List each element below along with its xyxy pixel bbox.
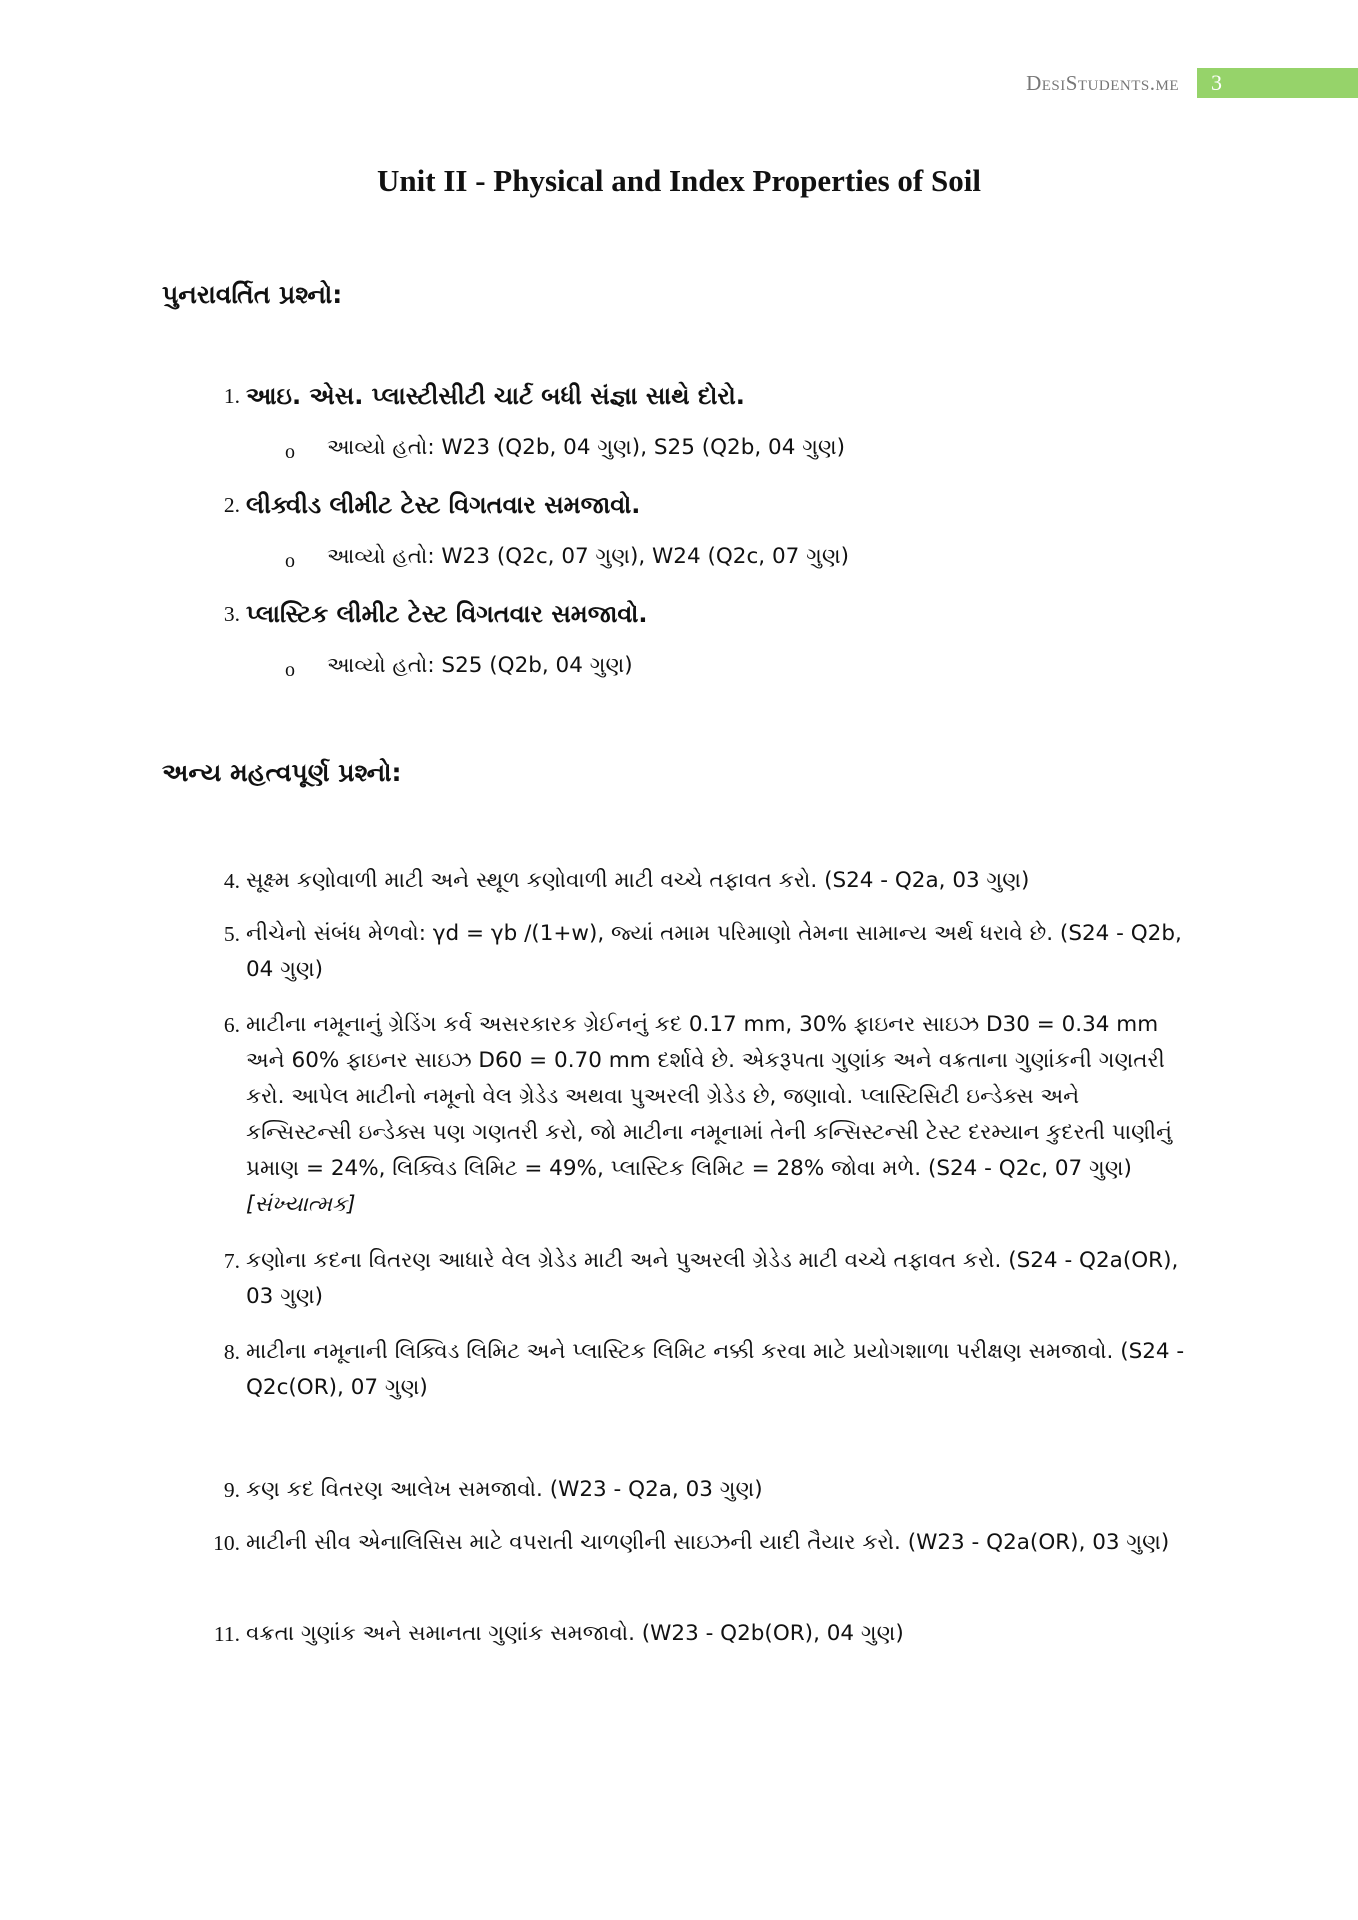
question-number: 3. <box>223 602 240 626</box>
question-text: પ્લાસ્ટિક લીમીટ ટેસ્ટ વિગતવાર સમજાવો. <box>246 600 648 628</box>
question-text: માટીના નમૂનાનું ગ્રેડિંગ કર્વ અસરકારક ગ્રેઈનનું કદ 0.17 mm, 30% ફાઇનર સાઇઝ D30 = 0.34 mm અને 60% ફાઇનર સાઇઝ D60 = 0.70 mm દર્શાવે છે. એકરૂપતા ગુણાંક અને વક્રતાના ગુણાંકની ગણતરી કરો. આપેલ માટીનો નમૂનો વેલ ગ્રેડેડ અથવા પુઅરલી ગ્રેડેડ છે, જણાવો. પ્લાસ્ટિસિટી ઇન્ડેક્સ અને કન્સિસ્ટન્સી ઇન્ડેક્સ પણ ગણતરી કરો, જો માટીના નમૂનામાં તેની કન્સિસ્ટન્સી ટેસ્ટ દરમ્યાન કુદરતી પાણીનું પ્રમાણ = 24%, લિક્વિડ લિમિટ = 49%, પ્લાસ્ટિક લિમિટ = 28% જોવા મળે. (S24 - Q2c, 07 ગુણ) <box>246 1012 1173 1181</box>
question-number: 2. <box>223 493 240 517</box>
question-item <box>200 916 1190 988</box>
question-number: 1. <box>223 384 240 408</box>
question-item <box>200 1472 1190 1508</box>
question-number: 5. <box>223 922 240 946</box>
question-item <box>200 378 1190 414</box>
question-text: લીક્વીડ લીમીટ ટેસ્ટ વિગતવાર સમજાવો. <box>246 491 641 519</box>
question-text: નીચેનો સંબંધ મેળવો: γd = γb /(1+w), જ્યાં તમામ પરિમાણો તેમના સામાન્ય અર્થ ધરાવે છે. (S24 - Q2b, 04 ગુણ) <box>246 921 1182 982</box>
page-title: Unit II - Physical and Index Properties of Soil <box>377 163 981 198</box>
page-number: 3 <box>1197 68 1358 98</box>
question-text: આઇ. એસ. પ્લાસ્ટીસીટી ચાર્ટ બધી સંજ્ઞા સાથે દોરો. <box>246 382 745 410</box>
question-item <box>200 1007 1190 1223</box>
question-text-wrap <box>246 1007 1190 1223</box>
question-number: 6. <box>223 1013 240 1037</box>
question-item <box>200 487 1190 523</box>
question-item <box>200 1243 1190 1315</box>
asked-note <box>285 653 633 681</box>
question-number: 8. <box>223 1340 240 1364</box>
asked-note <box>285 435 846 463</box>
bullet: o <box>285 550 295 572</box>
question-text: કણ કદ વિતરણ આલેખ સમજાવો. (W23 - Q2a, 03 ગુણ) <box>246 1477 763 1502</box>
question-text: કણોના કદના વિતરણ આધારે વેલ ગ્રેડેડ માટી અને પુઅરલી ગ્રેડેડ માટી વચ્ચે તફાવત કરો. (S24 - Q2a(OR), 03 ગુણ) <box>246 1248 1179 1309</box>
question-item <box>200 1525 1190 1561</box>
site-name: DesiStudents.me <box>1026 70 1179 95</box>
asked-text: આવ્યો હતો: W23 (Q2b, 04 ગુણ), S25 (Q2b, 04 ગુણ) <box>327 435 846 460</box>
question-item <box>200 1616 1190 1652</box>
question-item <box>200 863 1190 899</box>
asked-text: આવ્યો હતો: W23 (Q2c, 07 ગુણ), W24 (Q2c, 07 ગુણ) <box>327 544 849 569</box>
question-item <box>200 1334 1190 1406</box>
numerical-tag: [સંખ્યાત્મક] <box>246 1192 356 1217</box>
question-text: વક્રતા ગુણાંક અને સમાનતા ગુણાંક સમજાવો. (W23 - Q2b(OR), 04 ગુણ) <box>246 1621 904 1646</box>
question-text: માટીના નમૂનાની લિક્વિડ લિમિટ અને પ્લાસ્ટિક લિમિટ નક્કી કરવા માટે પ્રયોગશાળા પરીક્ષણ સમજાવો. (S24 - Q2c(OR), 07 ગુણ) <box>246 1339 1185 1400</box>
question-number: 7. <box>223 1249 240 1273</box>
asked-text: આવ્યો હતો: S25 (Q2b, 04 ગુણ) <box>327 653 633 678</box>
question-number: 4. <box>223 869 240 893</box>
other-questions-heading: અન્ય મહત્વપૂર્ણ પ્રશ્નો: <box>162 758 402 787</box>
question-text: માટીની સીવ એનાલિસિસ માટે વપરાતી ચાળણીની સાઇઝની યાદી તૈયાર કરો. (W23 - Q2a(OR), 03 ગુણ) <box>246 1530 1170 1555</box>
asked-note <box>285 544 849 572</box>
question-text: સૂક્ષ્મ કણોવાળી માટી અને સ્થૂળ કણોવાળી માટી વચ્ચે તફાવત કરો. (S24 - Q2a, 03 ગુણ) <box>246 868 1030 893</box>
repeated-questions-heading: પુનરાવર્તિત પ્રશ્નો: <box>162 280 343 309</box>
bullet: o <box>285 441 295 463</box>
question-number: 9. <box>223 1478 240 1502</box>
question-number: 10. <box>213 1531 240 1555</box>
question-item <box>200 596 1190 632</box>
question-number: 11. <box>213 1622 240 1646</box>
page-header <box>1026 68 1358 98</box>
bullet: o <box>285 659 295 681</box>
